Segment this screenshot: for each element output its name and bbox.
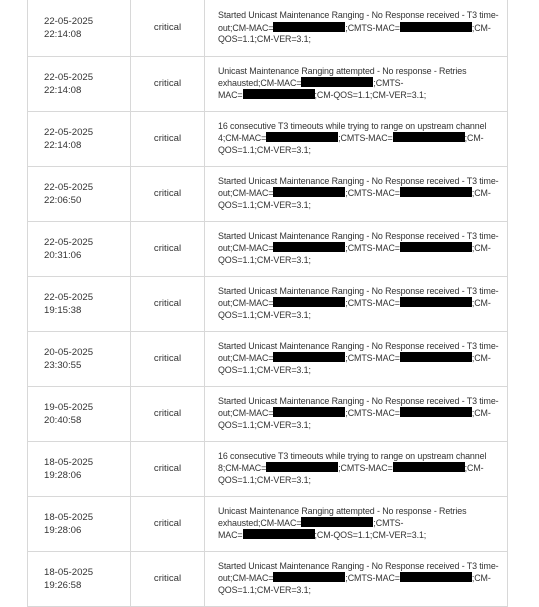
log-text: ;CMTS-MAC= [345, 573, 400, 584]
log-description [205, 276, 508, 331]
log-description-line [218, 529, 501, 541]
log-description-line [218, 585, 501, 596]
log-timestamp-cell [28, 166, 131, 221]
log-description [205, 331, 508, 386]
log-text: ;CMTS-MAC= [345, 243, 400, 254]
log-description [205, 386, 508, 441]
log-text: ;CM- [471, 408, 491, 419]
redaction-block [243, 89, 315, 99]
redaction-block [301, 77, 373, 87]
log-text: QOS=1.1;CM-VER=3.1; [218, 309, 311, 320]
redaction-block [273, 297, 345, 307]
log-row [28, 166, 508, 221]
log-description [205, 111, 508, 166]
redaction-block [393, 462, 465, 472]
log-time: 22:06:50 [44, 194, 82, 206]
log-priority: critical [131, 166, 205, 221]
log-text: ;CM- [471, 22, 491, 33]
log-time: 23:30:55 [44, 359, 82, 371]
log-description [205, 0, 508, 56]
log-description [205, 551, 508, 606]
log-description-line [218, 89, 501, 101]
redaction-block [400, 572, 472, 582]
log-text: QOS=1.1;CM-VER=3.1; [218, 144, 311, 155]
log-text: Started Unicast Maintenance Ranging - No Response received - T3 time- [218, 341, 499, 352]
log-text: QOS=1.1;CM-VER=3.1; [218, 584, 311, 595]
log-date: 22-05-2025 [44, 126, 94, 138]
log-text: Started Unicast Maintenance Ranging - No Response received - T3 time- [218, 176, 499, 187]
redaction-block [400, 242, 472, 252]
log-description-line [218, 145, 501, 156]
log-text: ;CMTS- [373, 517, 404, 528]
redaction-block [266, 462, 338, 472]
log-row [28, 276, 508, 331]
log-timestamp-cell [28, 331, 131, 386]
log-timestamp-cell [28, 441, 131, 496]
log-text: exhausted;CM-MAC= [218, 517, 302, 528]
log-text: QOS=1.1;CM-VER=3.1; [218, 33, 311, 44]
log-date: 22-05-2025 [44, 291, 94, 303]
log-description-line [218, 572, 501, 584]
log-row [28, 56, 508, 111]
log-text: ;CMTS- [373, 77, 404, 88]
log-timestamp-cell [28, 221, 131, 276]
log-row [28, 331, 508, 386]
log-text: ;CM- [471, 573, 491, 584]
log-description [205, 496, 508, 551]
log-text: exhausted;CM-MAC= [218, 77, 302, 88]
log-description-line [218, 121, 501, 132]
log-description [205, 441, 508, 496]
log-text: ;CMTS-MAC= [345, 408, 400, 419]
log-priority: critical [131, 56, 205, 111]
redaction-block [266, 132, 338, 142]
log-text: QOS=1.1;CM-VER=3.1; [218, 199, 311, 210]
redaction-block [273, 407, 345, 417]
log-priority: critical [131, 496, 205, 551]
log-description-line [218, 66, 501, 77]
log-text: 16 consecutive T3 timeouts while trying to range on upstream channel [218, 121, 487, 132]
log-timestamp-cell [28, 0, 131, 56]
log-description-line [218, 22, 501, 34]
log-description [205, 56, 508, 111]
event-log-table [27, 0, 508, 607]
log-text: MAC= [218, 90, 243, 101]
log-row [28, 496, 508, 551]
log-timestamp-cell [28, 551, 131, 606]
log-description-line [218, 341, 501, 352]
log-text: QOS=1.1;CM-VER=3.1; [218, 254, 311, 265]
log-timestamp-cell [28, 496, 131, 551]
log-description-line [218, 176, 501, 187]
event-log-body [28, 0, 508, 606]
log-date: 18-05-2025 [44, 456, 94, 468]
log-priority: critical [131, 386, 205, 441]
log-date: 22-05-2025 [44, 181, 94, 193]
log-date: 22-05-2025 [44, 71, 94, 83]
log-description-line [218, 34, 501, 45]
redaction-block [273, 572, 345, 582]
log-timestamp-cell [28, 111, 131, 166]
log-date: 20-05-2025 [44, 346, 94, 358]
log-timestamp-cell [28, 386, 131, 441]
log-description-line [218, 561, 501, 572]
log-text: Started Unicast Maintenance Ranging - No Response received - T3 time- [218, 286, 499, 297]
log-timestamp-cell [28, 56, 131, 111]
log-text: out;CM-MAC= [218, 243, 274, 254]
log-row [28, 386, 508, 441]
log-priority: critical [131, 276, 205, 331]
log-text: ;CM- [471, 353, 491, 364]
log-description-line [218, 310, 501, 321]
log-row [28, 0, 508, 56]
log-description-line [218, 407, 501, 419]
log-row [28, 111, 508, 166]
log-description-line [218, 365, 501, 376]
log-text: MAC= [218, 530, 243, 541]
redaction-block [400, 352, 472, 362]
log-text: 8;CM-MAC= [218, 463, 267, 474]
log-row [28, 221, 508, 276]
log-date: 19-05-2025 [44, 401, 94, 413]
log-description-line [218, 286, 501, 297]
log-time: 20:40:58 [44, 414, 82, 426]
log-text: ;CMTS-MAC= [338, 463, 393, 474]
log-text: out;CM-MAC= [218, 298, 274, 309]
log-description-line [218, 396, 501, 407]
log-priority: critical [131, 221, 205, 276]
log-time: 22:14:08 [44, 28, 82, 40]
log-description [205, 166, 508, 221]
log-description-line [218, 242, 501, 254]
log-description-line [218, 462, 501, 474]
log-description-line [218, 200, 501, 211]
redaction-block [301, 517, 373, 527]
log-description-line [218, 187, 501, 199]
log-timestamp-cell [28, 276, 131, 331]
redaction-block [273, 242, 345, 252]
log-description-line [218, 506, 501, 517]
log-time: 19:28:06 [44, 469, 82, 481]
log-text: ;CM- [464, 463, 484, 474]
log-text: ;CMTS-MAC= [345, 298, 400, 309]
log-text: QOS=1.1;CM-VER=3.1; [218, 419, 311, 430]
log-description-line [218, 451, 501, 462]
log-text: ;CM-QOS=1.1;CM-VER=3.1; [314, 90, 427, 101]
log-text: QOS=1.1;CM-VER=3.1; [218, 474, 311, 485]
log-text: 16 consecutive T3 timeouts while trying to range on upstream channel [218, 451, 487, 462]
log-text: ;CM- [471, 243, 491, 254]
log-text: Started Unicast Maintenance Ranging - No Response received - T3 time- [218, 231, 499, 242]
log-priority: critical [131, 0, 205, 56]
log-priority: critical [131, 331, 205, 386]
redaction-block [400, 407, 472, 417]
log-description-line [218, 420, 501, 431]
log-date: 22-05-2025 [44, 15, 94, 27]
log-text: Started Unicast Maintenance Ranging - No Response received - T3 time- [218, 396, 499, 407]
log-row [28, 441, 508, 496]
log-date: 18-05-2025 [44, 566, 94, 578]
log-text: out;CM-MAC= [218, 573, 274, 584]
log-time: 22:14:08 [44, 139, 82, 151]
log-text: ;CM- [471, 188, 491, 199]
log-time: 22:14:08 [44, 84, 82, 96]
log-date: 18-05-2025 [44, 511, 94, 523]
log-time: 19:26:58 [44, 579, 82, 591]
redaction-block [400, 22, 472, 32]
log-row [28, 551, 508, 606]
log-text: out;CM-MAC= [218, 408, 274, 419]
log-description [205, 221, 508, 276]
log-description-line [218, 352, 501, 364]
redaction-block [400, 297, 472, 307]
log-date: 22-05-2025 [44, 236, 94, 248]
log-text: out;CM-MAC= [218, 22, 274, 33]
log-time: 19:28:06 [44, 524, 82, 536]
log-text: ;CM- [464, 133, 484, 144]
log-text: Unicast Maintenance Ranging attempted - No response - Retries [218, 65, 467, 76]
log-text: 4;CM-MAC= [218, 133, 267, 144]
log-text: Started Unicast Maintenance Ranging - No Response received - T3 time- [218, 561, 499, 572]
log-description-line [218, 297, 501, 309]
log-priority: critical [131, 111, 205, 166]
log-text: ;CMTS-MAC= [338, 133, 393, 144]
log-priority: critical [131, 551, 205, 606]
log-description-line [218, 517, 501, 529]
log-text: ;CMTS-MAC= [345, 188, 400, 199]
log-text: ;CMTS-MAC= [345, 353, 400, 364]
log-description-line [218, 475, 501, 486]
log-text: out;CM-MAC= [218, 188, 274, 199]
log-text: Unicast Maintenance Ranging attempted - No response - Retries [218, 505, 467, 516]
redaction-block [273, 187, 345, 197]
log-description-line [218, 132, 501, 144]
log-text: ;CM-QOS=1.1;CM-VER=3.1; [314, 530, 427, 541]
log-text: QOS=1.1;CM-VER=3.1; [218, 364, 311, 375]
log-time: 19:15:38 [44, 304, 82, 316]
redaction-block [273, 22, 345, 32]
redaction-block [393, 132, 465, 142]
log-text: Started Unicast Maintenance Ranging - No Response received - T3 time- [218, 10, 499, 21]
log-priority: critical [131, 441, 205, 496]
log-text: ;CM- [471, 298, 491, 309]
log-time: 20:31:06 [44, 249, 82, 261]
redaction-block [400, 187, 472, 197]
log-description-line [218, 255, 501, 266]
log-text: out;CM-MAC= [218, 353, 274, 364]
log-description-line [218, 10, 501, 21]
log-description-line [218, 77, 501, 89]
log-description-line [218, 231, 501, 242]
log-text: ;CMTS-MAC= [345, 22, 400, 33]
redaction-block [243, 529, 315, 539]
redaction-block [273, 352, 345, 362]
